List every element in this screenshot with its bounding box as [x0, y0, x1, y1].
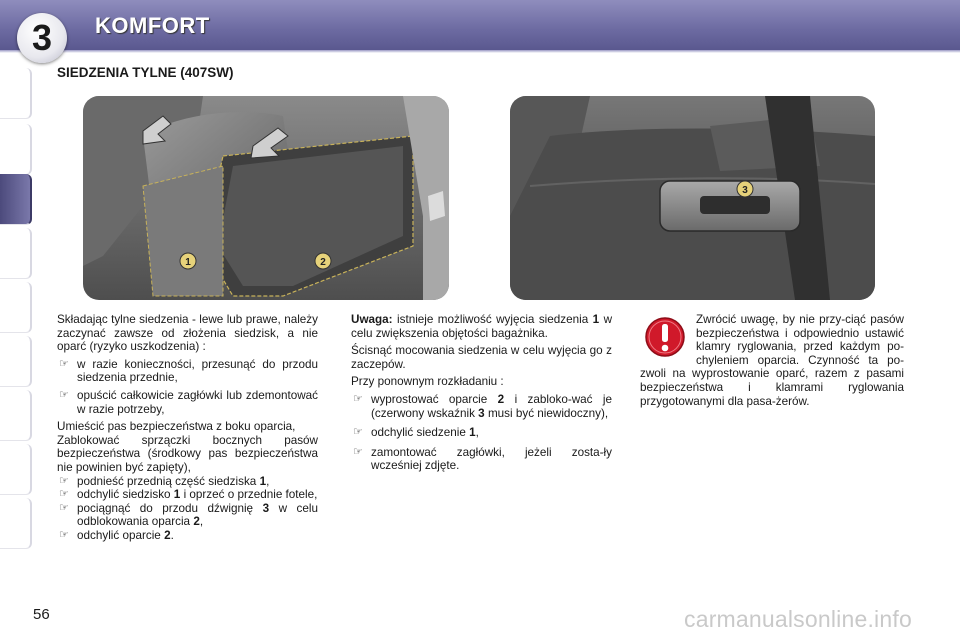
list-item: ☞ odchylić siedzenie 1,	[353, 426, 479, 440]
side-tab[interactable]	[0, 282, 32, 333]
side-tab[interactable]	[0, 228, 32, 279]
finger-bullet-icon: ☞	[353, 392, 363, 405]
note-paragraph: Uwaga: istnieje możliwość wyjęcia siedzenia 1 w celu zwiększenia objętości bagażnika.	[351, 313, 613, 340]
list-item: ☞ wyprostować oparcie 2 i zabloko-wać je (czerwony wskaźnik 3 musi być niewidoczny),	[353, 392, 613, 420]
paragraph: Umieścić pas bezpieczeństwa z boku oparcia,	[57, 420, 296, 434]
list-item: ☞ opuścić całkowicie zagłówki lub zdemontować w razie potrzeby,	[59, 388, 318, 416]
side-tab[interactable]	[0, 336, 32, 387]
callout-3: 3	[742, 185, 748, 196]
page-number: 56	[33, 606, 50, 623]
list-item: ☞ pociągnąć do przodu dźwignię 3 w celu odblokowania oparcia 2,	[59, 501, 318, 529]
finger-bullet-icon: ☞	[353, 445, 363, 458]
text-column-1	[57, 313, 318, 543]
photo-seat-folding	[83, 96, 449, 300]
list-item: ☞ w razie konieczności, przesunąć do przodu siedzenia przednie,	[59, 357, 318, 385]
finger-bullet-icon: ☞	[59, 501, 69, 514]
paragraph: Ścisnąć mocowania siedzenia w celu wyjęcia go z zaczepów.	[351, 344, 612, 371]
finger-bullet-icon: ☞	[59, 528, 69, 541]
finger-bullet-icon: ☞	[59, 474, 69, 487]
callout-1: 1	[185, 257, 191, 268]
list-item: ☞ odchylić oparcie 2.	[59, 528, 174, 542]
side-tab[interactable]	[0, 444, 32, 495]
text-column-2	[351, 313, 612, 477]
warning-text: Zwrócić uwagę, by nie przy-ciąć pasów bezpieczeństwa i odpowiednio ustawić klamry ryglowania, przed każdym po-chyleniem oparcia. Czynność ta po-zwoli na wyprostowanie oparć, razem z pasami bezpieczeństwa i klamrami ryglowania przygotowanymi dla pasa-żerów.	[640, 313, 904, 408]
side-tab[interactable]	[0, 124, 32, 175]
chapter-number-badge: 3	[17, 13, 67, 63]
list-item: ☞ odchylić siedzisko 1 i oprzeć o przednie fotele,	[59, 488, 318, 502]
photo-release-lever	[510, 96, 875, 300]
intro-paragraph: Składając tylne siedzenia - lewe lub prawe, należy zaczynać zawsze od złożenia siedzisk, a nie oparć (ryzyko uszkodzenia) :	[57, 313, 318, 354]
finger-bullet-icon: ☞	[59, 488, 69, 501]
list-item: ☞ zamontować zagłówki, jeżeli zosta-ły wcześniej zdjęte.	[353, 445, 612, 473]
chapter-side-tabs	[0, 68, 34, 576]
side-tab[interactable]	[0, 390, 32, 441]
list-item: ☞ podnieść przednią część siedziska 1,	[59, 474, 270, 488]
paragraph: Przy ponownym rozkładaniu :	[351, 375, 504, 389]
chapter-title: KOMFORT	[95, 13, 210, 38]
side-tab[interactable]	[0, 68, 32, 119]
header-shadow	[0, 50, 960, 53]
side-tab-active[interactable]	[0, 174, 32, 225]
watermark: carmanualsonline.info	[684, 606, 912, 632]
paragraph: Zablokować sprzączki bocznych pasów bezpieczeństwa (środkowy pas bezpieczeństwa nie powinien być zapięty),	[57, 433, 318, 474]
callout-2: 2	[320, 257, 326, 268]
side-tab[interactable]	[0, 498, 32, 549]
section-title: SIEDZENIA TYLNE (407SW)	[57, 65, 234, 80]
warning-exclamation-icon	[644, 316, 686, 358]
finger-bullet-icon: ☞	[353, 426, 363, 439]
finger-bullet-icon: ☞	[59, 388, 69, 401]
finger-bullet-icon: ☞	[59, 357, 69, 370]
